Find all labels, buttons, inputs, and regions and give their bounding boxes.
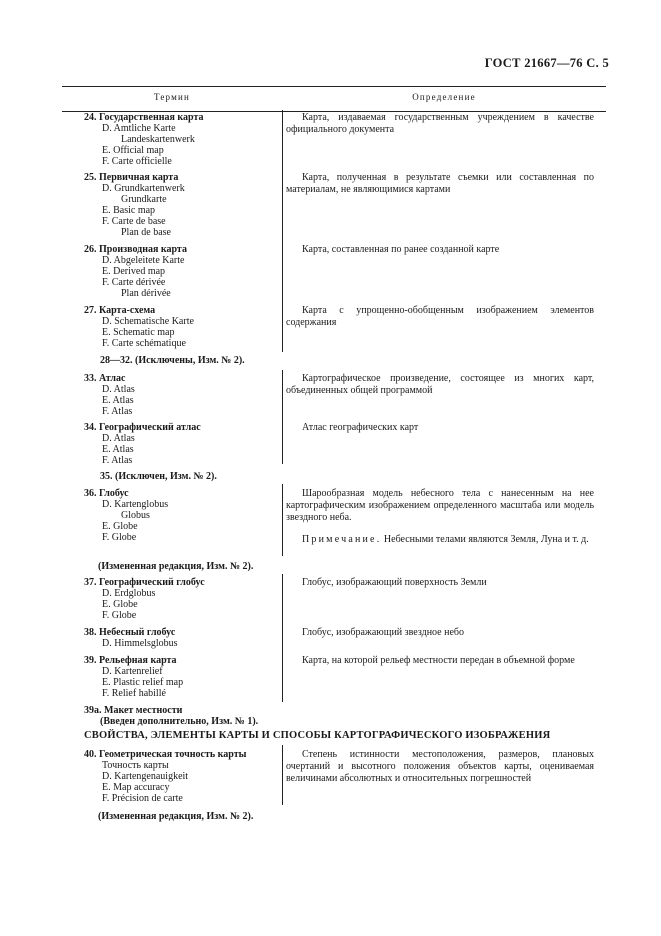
excluded-note-28-32: 28—32. (Исключены, Изм. № 2). bbox=[100, 355, 245, 366]
term-translation: D. Abgeleitete Karte bbox=[102, 255, 185, 266]
term-translation: Grundkarte bbox=[121, 194, 167, 205]
term-entry-25 bbox=[84, 172, 274, 238]
term-translation: E. Schematic map bbox=[102, 327, 175, 338]
term-translation: F. Précision de carte bbox=[102, 793, 183, 804]
added-note-39a: (Введен дополнительно, Изм. № 1). bbox=[100, 716, 259, 727]
term-translation: D. Kartenrelief bbox=[102, 666, 163, 677]
term-entry-37 bbox=[84, 577, 274, 621]
term-number: 39. bbox=[84, 655, 97, 666]
term-entry-39 bbox=[84, 655, 274, 699]
term-translation: E. Map accuracy bbox=[102, 782, 170, 793]
term-translation: F. Globe bbox=[102, 610, 137, 621]
term-translation: D. Kartengenauigkeit bbox=[102, 771, 189, 782]
term-translation: E. Atlas bbox=[102, 395, 134, 406]
definition-33: Картографическое произведение, состоящее из многих карт, объединенных общей программой bbox=[286, 373, 594, 396]
term-number: 36. bbox=[84, 488, 97, 499]
column-divider bbox=[282, 110, 283, 352]
term-translation: F. Globe bbox=[102, 532, 137, 543]
column-header-term: Термин bbox=[153, 92, 191, 102]
term-title: Геометрическая точность карты bbox=[99, 749, 247, 760]
term-translation: F. Carte officielle bbox=[102, 156, 172, 167]
column-header-definition: Определение bbox=[412, 92, 476, 102]
column-divider bbox=[282, 745, 283, 805]
term-number: 40. bbox=[84, 749, 97, 760]
edited-note-40: (Измененная редакция, Изм. № 2). bbox=[98, 811, 254, 822]
term-entry-34 bbox=[84, 422, 274, 466]
term-synonym: Точность карты bbox=[102, 760, 169, 771]
definition-40: Степень истинности местоположения, размеров, плановых очертаний и высотного положения объектов карты, оцениваемая величинами абсолютных и относительных погрешностей bbox=[286, 749, 594, 784]
column-divider bbox=[282, 370, 283, 464]
added-note-39a-title: 39а. Макет местности bbox=[84, 705, 183, 716]
term-number: 25. bbox=[84, 172, 97, 183]
term-translation: Globus bbox=[121, 510, 150, 521]
term-translation: E. Globe bbox=[102, 599, 138, 610]
note-text: Небесными телами являются Земля, Луна и т. д. bbox=[383, 534, 589, 545]
term-number: 34. bbox=[84, 422, 97, 433]
term-title: Производная карта bbox=[99, 244, 187, 255]
term-title: Географический атлас bbox=[99, 422, 201, 433]
term-entry-33 bbox=[84, 373, 274, 417]
term-title: Географический глобус bbox=[99, 577, 205, 588]
term-translation: D. Himmelsglobus bbox=[102, 638, 178, 649]
term-translation: F. Atlas bbox=[102, 455, 133, 466]
term-translation: D. Grundkartenwerk bbox=[102, 183, 185, 194]
term-number: 38. bbox=[84, 627, 97, 638]
term-title: Атлас bbox=[99, 373, 126, 384]
definition-38: Глобус, изображающий звездное небо bbox=[302, 627, 464, 638]
definition-24: Карта, издаваемая государственным учреждением в качестве официального документа bbox=[286, 112, 594, 135]
excluded-note-35: 35. (Исключен, Изм. № 2). bbox=[100, 471, 217, 482]
term-number: 33. bbox=[84, 373, 97, 384]
term-entry-40 bbox=[84, 749, 274, 804]
term-translation: E. Derived map bbox=[102, 266, 166, 277]
term-translation: E. Plastic relief map bbox=[102, 677, 184, 688]
definition-36: Шарообразная модель небесного тела с нанесенным на нее картографическим изображением определенного масштаба или модель звездного неба. bbox=[286, 488, 594, 523]
term-translation: E. Basic map bbox=[102, 205, 156, 216]
definition-26: Карта, составленная по ранее созданной карте bbox=[302, 244, 500, 255]
term-translation: D. Erdglobus bbox=[102, 588, 156, 599]
term-entry-38 bbox=[84, 627, 274, 649]
term-translation: F. Carte de base bbox=[102, 216, 166, 227]
term-translation: F. Atlas bbox=[102, 406, 133, 417]
term-title: Государственная карта bbox=[99, 112, 204, 123]
term-number: 37. bbox=[84, 577, 97, 588]
term-title: Рельефная карта bbox=[99, 655, 177, 666]
term-number: 27. bbox=[84, 305, 97, 316]
column-divider bbox=[282, 484, 283, 556]
term-title: Небесный глобус bbox=[99, 627, 176, 638]
term-number: 26. bbox=[84, 244, 97, 255]
term-number: 24. bbox=[84, 112, 97, 123]
term-title: Глобус bbox=[99, 488, 129, 499]
section-title: СВОЙСТВА, ЭЛЕМЕНТЫ КАРТЫ И СПОСОБЫ КАРТОГРАФИЧЕСКОГО ИЗОБРАЖЕНИЯ bbox=[84, 730, 551, 741]
term-translation: F. Carte schématique bbox=[102, 338, 186, 349]
term-entry-26 bbox=[84, 244, 274, 299]
table-header bbox=[62, 86, 606, 112]
term-title: Первичная карта bbox=[99, 172, 179, 183]
term-translation: D. Schematische Karte bbox=[102, 316, 194, 327]
term-entry-24 bbox=[84, 112, 274, 167]
term-translation: Landeskartenwerk bbox=[121, 134, 195, 145]
edited-note-36: (Измененная редакция, Изм. № 2). bbox=[98, 561, 254, 572]
term-translation: F. Carte dérivée bbox=[102, 277, 166, 288]
definition-34: Атлас географических карт bbox=[302, 422, 419, 433]
term-entry-27 bbox=[84, 305, 274, 349]
term-title: Карта-схема bbox=[99, 305, 156, 316]
term-translation: D. Atlas bbox=[102, 433, 135, 444]
term-translation: E. Official map bbox=[102, 145, 164, 156]
term-translation: Plan dérivée bbox=[121, 288, 171, 299]
term-entry-36 bbox=[84, 488, 274, 543]
term-translation: E. Atlas bbox=[102, 444, 134, 455]
definition-37: Глобус, изображающий поверхность Земли bbox=[302, 577, 487, 588]
term-translation: D. Atlas bbox=[102, 384, 135, 395]
definition-39: Карта, на которой рельеф местности передан в объемной форме bbox=[302, 655, 575, 666]
term-translation: D. Kartenglobus bbox=[102, 499, 169, 510]
note-label: Примечание. bbox=[302, 534, 382, 545]
page-header: ГОСТ 21667—76 С. 5 bbox=[484, 56, 609, 70]
definition-27: Карта с упрощенно-обобщенным изображением элементов содержания bbox=[286, 305, 594, 328]
definition-25: Карта, полученная в результате съемки или составленная по материалам, не являющимися картами bbox=[286, 172, 594, 195]
term-translation: D. Amtliche Karte bbox=[102, 123, 176, 134]
definition-36-note bbox=[286, 534, 594, 546]
term-translation: F. Relief habillé bbox=[102, 688, 166, 699]
term-translation: Plan de base bbox=[121, 227, 171, 238]
column-divider bbox=[282, 574, 283, 702]
term-translation: E. Globe bbox=[102, 521, 138, 532]
